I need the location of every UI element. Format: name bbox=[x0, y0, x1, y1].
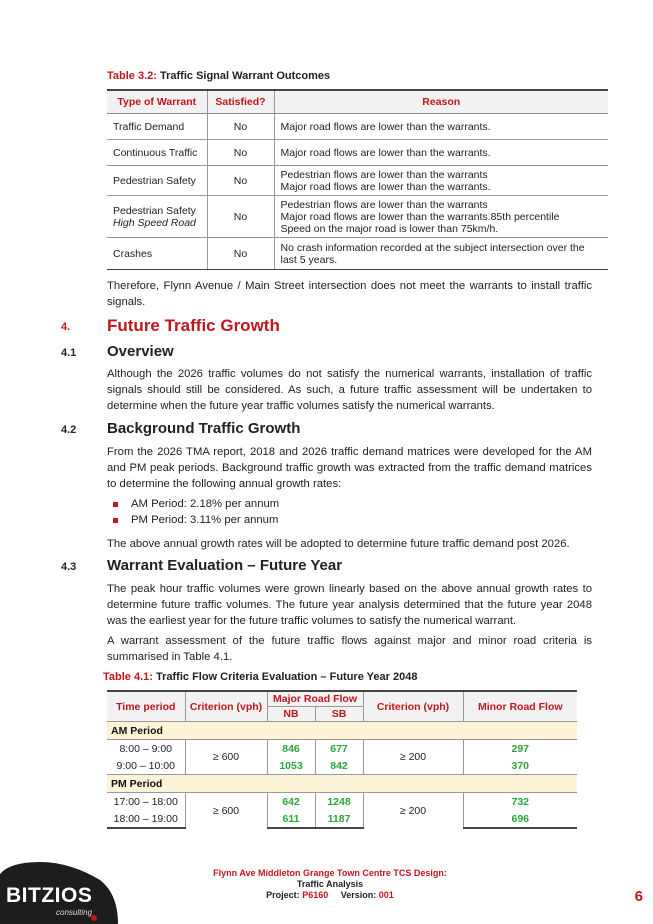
warrant-type: Crashes bbox=[107, 238, 207, 270]
subsection-heading: Background Traffic Growth bbox=[107, 420, 301, 437]
subsection-heading: Overview bbox=[107, 343, 174, 360]
table-row bbox=[107, 166, 608, 196]
growth-adoption-paragraph: The above annual growth rates will be adopted to determine future traffic demand post 2026. bbox=[107, 538, 570, 550]
page-number: 6 bbox=[634, 888, 643, 905]
logo-subtitle: consulting bbox=[56, 908, 93, 917]
period-row: AM Period bbox=[107, 722, 577, 740]
column-header: Type of Warrant bbox=[107, 90, 207, 114]
table-row: 17:00 – 18:00 ≥ 600 642 1248 ≥ 200 732 bbox=[107, 793, 577, 811]
table-row: 18:00 – 19:00 611 1187 696 bbox=[107, 810, 577, 828]
reason-text: Major road flows are lower than the warrants. bbox=[274, 140, 608, 166]
subsection-number: 4.2 bbox=[61, 424, 77, 436]
background-growth-paragraph: From the 2026 TMA report, 2018 and 2026 traffic demand matrices were developed for the AM and PM peak periods. Background traffic growth was extracted from the traffic demand matrices to determine the following annual growth rates: bbox=[107, 446, 592, 490]
column-header: Reason bbox=[274, 90, 608, 114]
satisfied-value: No bbox=[207, 114, 274, 140]
satisfied-value: No bbox=[207, 196, 274, 238]
reason-text: No crash information recorded at the subject intersection over the last 5 years. bbox=[274, 238, 608, 270]
growth-rate-list bbox=[107, 496, 279, 528]
warrant-type: Traffic Demand bbox=[107, 114, 207, 140]
subsection-number: 4.1 bbox=[61, 347, 77, 359]
period-row: PM Period bbox=[107, 775, 577, 793]
column-header: Satisfied? bbox=[207, 90, 274, 114]
column-header: Criterion (vph) bbox=[185, 691, 267, 722]
column-header: Time period bbox=[107, 691, 185, 722]
column-header: NB bbox=[267, 707, 315, 722]
overview-paragraph: Although the 2026 traffic volumes do not satisfy the numerical warrants, installation of traffic signals should still be considered. As such, a future traffic assessment will be undertaken to determine when the future year traffic volumes satisfy the numerical warrants. bbox=[107, 368, 592, 412]
subsection-number: 4.3 bbox=[61, 561, 77, 573]
table-4-1-caption: Table 4.1: Traffic Flow Criteria Evaluation – Future Year 2048 bbox=[103, 671, 418, 683]
warrant-type: Pedestrian Safety bbox=[107, 166, 207, 196]
list-item: AM Period: 2.18% per annum bbox=[107, 496, 279, 512]
satisfied-value: No bbox=[207, 238, 274, 270]
table-row: 9:00 – 10:00 1053 842 370 bbox=[107, 757, 577, 775]
warrant-summary-paragraph: A warrant assessment of the future traffic flows against major and minor road criteria is summarised in Table 4.1. bbox=[107, 635, 592, 663]
table-row bbox=[107, 196, 608, 238]
reason-text: Pedestrian flows are lower than the warrants Major road flows are lower than the warrants. bbox=[274, 166, 608, 196]
conclusion-paragraph: Therefore, Flynn Avenue / Main Street intersection does not meet the warrants to install traffic signals. bbox=[107, 280, 592, 308]
reason-text: Major road flows are lower than the warrants. bbox=[274, 114, 608, 140]
table-row: 8:00 – 9:00 ≥ 600 846 677 ≥ 200 297 bbox=[107, 740, 577, 758]
subsection-heading: Warrant Evaluation – Future Year bbox=[107, 557, 343, 574]
warrant-evaluation-paragraph: The peak hour traffic volumes were grown linearly based on the above annual growth rates to determine future traffic volumes. The future year analysis determined that the future year 2048 was the earliest year for the future traffic volumes to satisfy the numerical warrant. bbox=[107, 583, 592, 627]
reason-text: Pedestrian flows are lower than the warrants Major road flows are lower than the warrants.85th percentile Speed on the major road is lower than 75km/h. bbox=[274, 196, 608, 238]
warrant-type: Continuous Traffic bbox=[107, 140, 207, 166]
table-3-2-caption: Table 3.2: Traffic Signal Warrant Outcomes bbox=[107, 70, 331, 82]
traffic-flow-criteria-table bbox=[107, 690, 577, 829]
satisfied-value: No bbox=[207, 166, 274, 196]
column-header: Criterion (vph) bbox=[363, 691, 463, 722]
table-row bbox=[107, 114, 608, 140]
column-header: SB bbox=[315, 707, 363, 722]
column-header: Minor Road Flow bbox=[463, 691, 577, 722]
logo-wordmark: BITZIOS bbox=[6, 884, 93, 907]
table-row bbox=[107, 238, 608, 270]
warrant-type: Pedestrian Safety High Speed Road bbox=[107, 196, 207, 238]
warrant-outcomes-table bbox=[107, 89, 608, 270]
section-heading: Future Traffic Growth bbox=[107, 316, 280, 335]
column-header: Major Road Flow bbox=[267, 691, 363, 707]
table-row bbox=[107, 140, 608, 166]
list-item: PM Period: 3.11% per annum bbox=[107, 512, 279, 528]
satisfied-value: No bbox=[207, 140, 274, 166]
bitzios-logo bbox=[0, 860, 118, 924]
page-footer: Flynn Ave Middleton Grange Town Centre TCS Design: Traffic Analysis Project: P6160 Version: 001 bbox=[213, 868, 447, 900]
section-number: 4. bbox=[61, 321, 71, 333]
